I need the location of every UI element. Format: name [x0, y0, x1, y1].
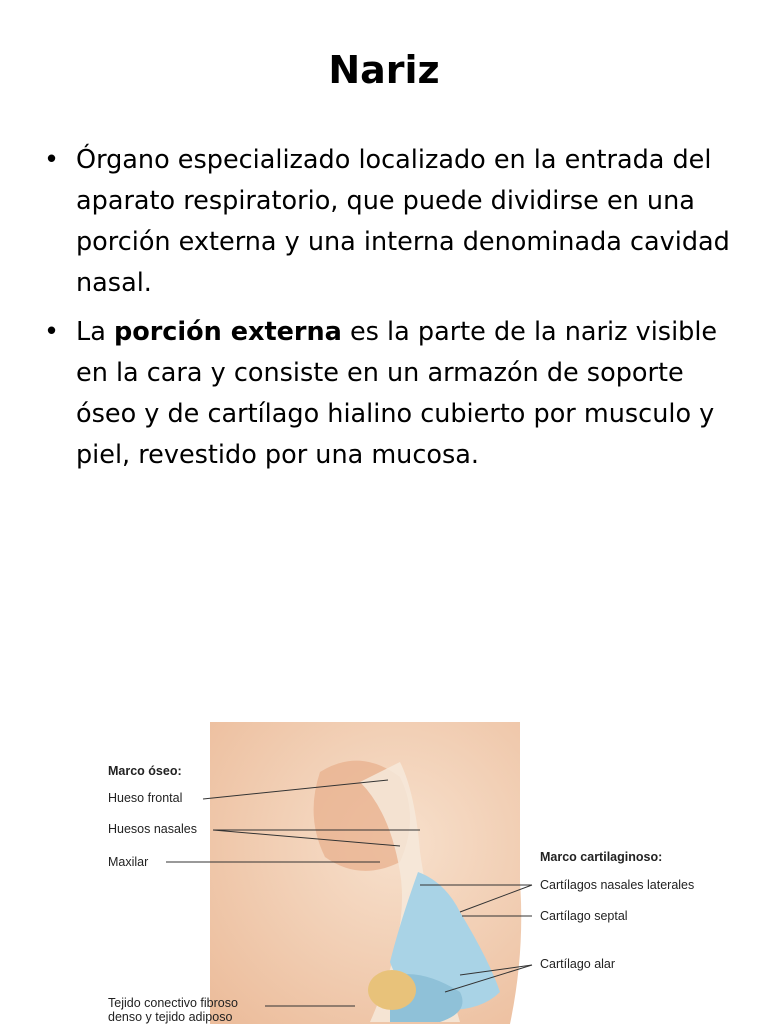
bullet-icon: • — [44, 317, 60, 347]
label-connective-tissue: Tejido conectivo fibroso denso y tejido adiposo — [108, 996, 238, 1024]
label-cartilage-frame-heading: Marco cartilaginoso: — [540, 850, 663, 864]
label-nasal-bones: Huesos nasales — [108, 822, 197, 836]
nose-anatomy-illustration — [100, 722, 740, 1024]
adipose-tissue — [368, 970, 416, 1010]
bullet-item — [44, 140, 734, 304]
label-septal-cartilage: Cartílago septal — [540, 909, 628, 923]
bullet-icon: • — [44, 145, 60, 175]
label-lateral-nasal-cartilages: Cartílagos nasales laterales — [540, 878, 695, 892]
bullet-text-prefix: La — [76, 317, 114, 347]
bullet-text-bold: porción externa — [113, 317, 342, 347]
label-bony-frame-heading: Marco óseo: — [108, 764, 182, 778]
bullet-list — [44, 140, 734, 484]
label-frontal-bone: Hueso frontal — [108, 791, 183, 805]
bullet-text: Órgano especializado localizado en la entrada del aparato respiratorio, que puede dividirse en una porción externa y una interna denominada cavidad nasal. — [76, 145, 730, 298]
bullet-text-suffix: es la parte de la nariz visible en la cara y consiste en un armazón de soporte óseo y de cartílago hialino cubierto por musculo y piel, revestido por una mucosa. — [76, 317, 718, 470]
label-maxilla: Maxilar — [108, 855, 149, 869]
slide-title: Nariz — [328, 48, 440, 92]
nose-anatomy-figure — [100, 722, 740, 1024]
label-alar-cartilage: Cartílago alar — [540, 957, 616, 971]
bullet-item — [44, 312, 734, 476]
